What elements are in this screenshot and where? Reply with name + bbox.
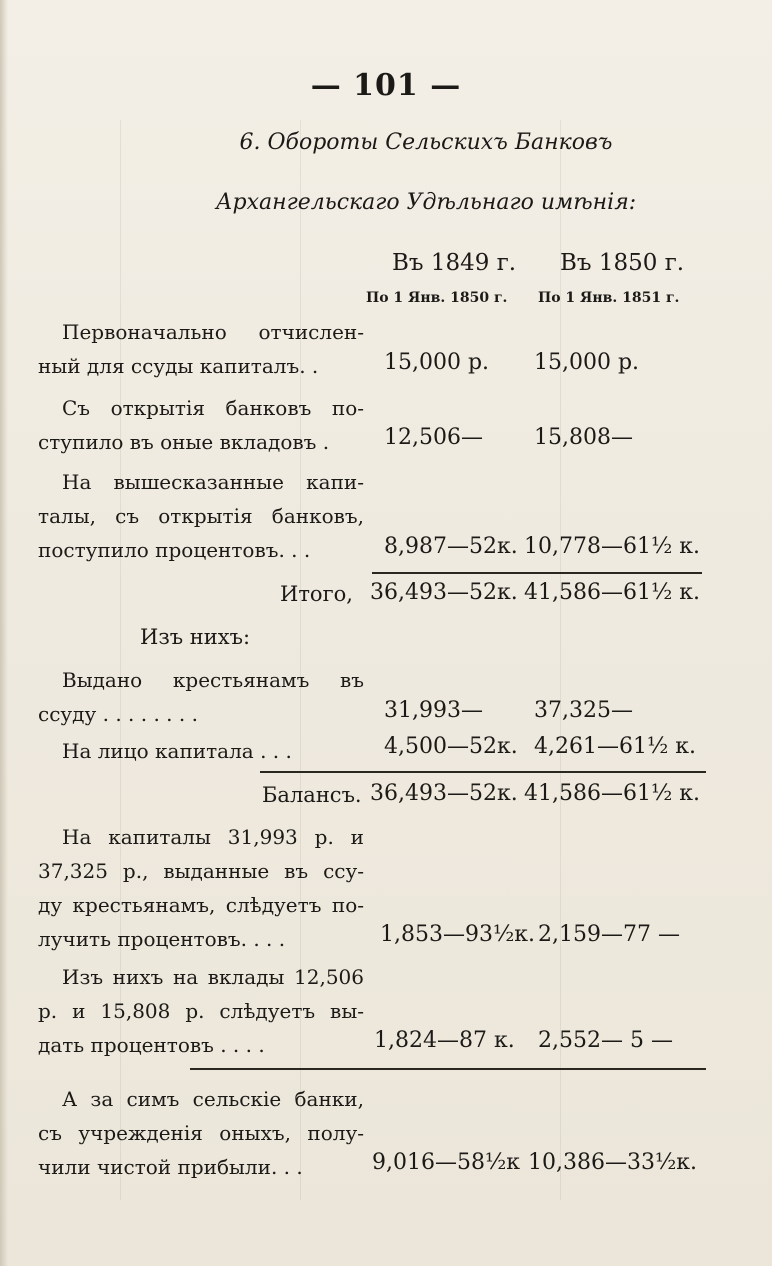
balance-label: Балансъ. xyxy=(262,783,362,807)
page-number: — 101 — xyxy=(310,68,462,103)
column-subheader-1850: По 1 Янв. 1851 г. xyxy=(538,290,680,306)
value-1849: 31,993— xyxy=(384,698,483,723)
value-1849: 4,500—52к. xyxy=(384,734,518,759)
balance-1849: 36,493—52к. xyxy=(370,781,518,806)
value-1850: 2,552— 5 — xyxy=(538,1028,673,1053)
row-description: Выдано крестьянамъ въ ссуду . . . . . . . . xyxy=(38,668,364,726)
value-1850: 10,778—61½ к. xyxy=(524,534,701,559)
total-1850: 41,586—61½ к. xyxy=(524,580,701,605)
sum-rule xyxy=(260,771,706,773)
row-description: На капиталы 31,993 р. и 37,325 р., выданные въ ссу- ду крестьянамъ, слѣдуетъ по- лучить процентовъ. . . . xyxy=(38,825,364,951)
total-1849: 36,493—52к. xyxy=(370,580,518,605)
value-1849: 1,853—93½к. xyxy=(380,922,536,947)
total-label: Итого, xyxy=(280,582,353,606)
value-1850: 37,325— xyxy=(534,698,633,723)
of-them-label: Изъ нихъ: xyxy=(140,625,251,649)
column-subheader-1849: По 1 Янв. 1850 г. xyxy=(366,290,508,306)
column-header-1849: Въ 1849 г. xyxy=(392,250,517,276)
row-description: На лицо капитала . . . xyxy=(62,739,292,763)
value-1849: 1,824—87 к. xyxy=(374,1028,515,1053)
value-1849: 8,987—52к. xyxy=(384,534,518,559)
value-1849: 12,506— xyxy=(384,425,483,450)
row-description: На вышесказанные капи- талы, съ открытія банковъ, поступило процентовъ. . . xyxy=(38,470,364,562)
value-1849: 15,000 р. xyxy=(384,350,490,375)
sum-rule xyxy=(372,572,702,574)
value-1850: 2,159—77 — xyxy=(538,922,680,947)
section-title: 6. Обороты Сельскихъ Банковъ xyxy=(239,130,613,155)
section-subtitle: Архангельскаго Удѣльнаго имѣнія: xyxy=(215,190,637,215)
net-profit-1849: 9,016—58½к xyxy=(372,1150,521,1175)
row-description: Съ открытія банковъ по- ступило въ оные вкладовъ . xyxy=(38,396,364,454)
row-description: Изъ нихъ на вклады 12,506 р. и 15,808 р. слѣдуетъ вы- дать процентовъ . . . . xyxy=(38,965,364,1057)
value-1850: 15,808— xyxy=(534,425,633,450)
value-1850: 15,000 р. xyxy=(534,350,640,375)
row-description: Первоначально отчислен- ный для ссуды капиталъ. . xyxy=(38,320,364,378)
row-description: А за симъ сельскіе банки, съ учрежденія оныхъ, полу- чили чистой прибыли. . . xyxy=(38,1087,364,1179)
balance-1850: 41,586—61½ к. xyxy=(524,781,701,806)
net-profit-1850: 10,386—33½к. xyxy=(528,1150,698,1175)
value-1850: 4,261—61½ к. xyxy=(534,734,697,759)
column-header-1850: Въ 1850 г. xyxy=(560,250,685,276)
divider-rule xyxy=(190,1068,706,1070)
